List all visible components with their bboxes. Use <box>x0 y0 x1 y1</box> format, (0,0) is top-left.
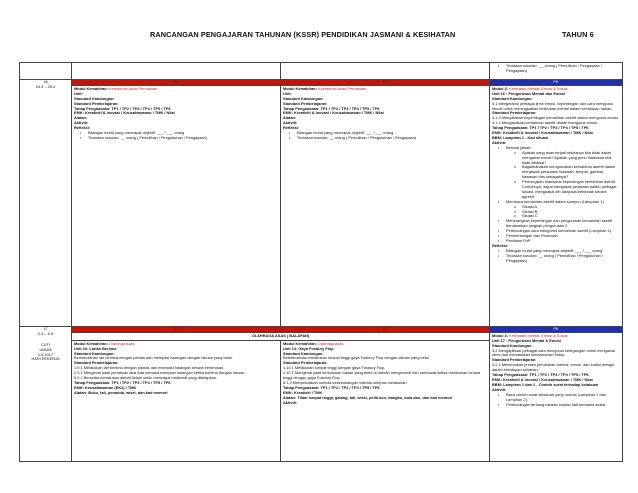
band-pj2: PJ <box>281 80 490 86</box>
plan-table <box>19 62 623 462</box>
week-16-row <box>20 85 623 326</box>
year-label: TAHUN 6 <box>562 30 594 39</box>
w16-pj2: Modul Kemahiran: Kemahiran Asas Permainan Unit: Standard Kandungan: Standard Pembelajaran: Tahap Penguasaan: TP1 / TP2 / TP3 / TP4 / TP5 / TP6 EMK: Kreativiti & Inovasi / Keusahawanan / TMK / Nilai Alatan: Aktiviti: Refleksi: • Bilangan murid yang mencapai objektif: ___ / ___ orang • Tindakan susulan: __ orang ( Pemulihan / Pengukuhan / Pengayaan) <box>281 85 490 326</box>
w16-pk: Modul 3: Kesihatan Mental, Emosi & Sosial Unit 16 : Pengurusan Mental dan Emosi Standard Kandungan: 3.1 Mengetahui pelbagai jenis emosi, kepentingan dan cara mengurus emosi untuk meningkatkan kesihatan mental dalam kehidupan harian. Standard Pembelajaran: 3.1.3 Menyatakan kepentingan kemahiran asertif dalam mengurus emosi. 3.1.4 Mengaplikasi kemahiran asertif dalam mengurus emosi. Tahap Penguasaan: TP1 / TP2 / TP3 / TP4 / TP5 / TP6 EMK: Kreativiti & Inovasi / Keusahawanan / TMK / Nilai BBM: Lampiran 1 - Kad situasi Aktiviti: • Bersoal jawab: o Apakah yang akan terjadi sekiranya kita tidak dapat mengawal emosi? Apakah yang perlu dilakukan bila tidak dikawal? o Bagaimanakah menguruskan kemahiran asertif dalam menjawab persoalan masalah, tempat, gambar, kawasan dan sebagainya? o Perkongsian maklumat kepentingan kemahiran asertif. Contohnya, dapat mengawal perasaan dalam pelbagai situasi, menguasai diri daripada bertindak secara agresif. • Membaca kemahiran asertif dalam sumpun (Lampiran 1). o Situasi A o Situasi B o Situasi C • Menerangkan kepentingan dan pengurusan kemahiran asertif berdasarkan langkah pengurusan 2. • Perbincangan cara mengurus kemahiran asertif (Lampiran 2). • Pembentangan dan Rumusan. • Penilaian PdP. Refleksi: • Bilangan murid yang mencapai objektif: ___ / ___ orang • Tindakan susulan: __ orang ( Pemulihan / Pengukuhan / Pengayaan) <box>490 85 623 326</box>
w17-pj2: Modul Kemahiran: Olahraga Asas Unit 24: Gaya Fosbury Flop Standard Kandungan: Berkebolehan melakukan lompat tinggi gaya Fosbury Flop dengan lakuan yang betul. Standard Pembelajaran: 1.10.1 Melakukan lompat tinggi dengan gaya Fosbury Flop. 2.10.1 Mengenal pasti kedudukan badan yang betul di daerah mengemudi dan mendarat ketika melakukan lompat tinggi dengan gaya Fosbury Flop. 5.1.3 Menyesuaikan semula keseimbangan individu selepas melakukan. Tahap Penguasaan: TP1 / TP2 / TP3 / TP4 / TP5 / TP6 EMK: Kreativiti / TMK Alatan: Tilam lompat tinggi, galang, tali, wisel, pelik kon, bangku, bola dan, dan kad memori Aktiviti: <box>281 340 490 461</box>
week-17-cell: 17 2.5 – 5.5 CUTI UMUM 1.5.2017 HARI PEKERJA <box>20 326 72 461</box>
carry-bullet: • Tindakan susulan: ___orang ( Pemulihan / Pengayaan / Pengayaan) <box>492 64 620 74</box>
olahraga-row <box>20 332 623 340</box>
band-pk-17: PK <box>490 326 623 332</box>
page-title: RANCANGAN PENGAJARAN TAHUNAN (KSSR) PENDIDIKAN JASMANI & KESIHATAN <box>150 30 456 39</box>
band-pj: PJ <box>72 80 281 86</box>
band-pk: PK <box>490 80 623 86</box>
carry-row <box>20 63 623 80</box>
week-16-cell: 16 24.4 – 28.4 <box>20 80 72 327</box>
w17-pj1: Modul Kemahiran: Olahraga Asas Unit 23: Larian Berlima Standard Kandungan: Berkebolehan lari berlima dengan pantas dan melepasi halangan dengan lakuan yang betul. Standard Pembelajaran: 1.9.1 Melakukan lari berlima dengan pantas dan melepasi halangan secara berterusan. 2.9.1 Mengenal pasti perlakuan aksi kaki semasa melepasi halangan ketika berlima dengan lakuan. 5.2.2 Bersedia melakukan aktiviti fizikal untuk mencapai matlamat yang ditetapkan. Tahap Penguasaan: TP1 / TP2 / TP3 / TP4 / TP5 / TP6 EMK: Keusahawanan (EK2) / TMK Alatan: Buku, tali, penanda, wisel, dan kad memori <box>72 340 281 461</box>
olahraga-heading: OLAHRAGA ASAS ( BALAPAN) <box>72 332 490 340</box>
w16-pj1: Modul Kemahiran: Kemahiran Asas Permainan Unit: Standard Kandungan: Standard Pembelajaran: Tahap Penguasaan: TP1 / TP2 / TP3 / TP4 / TP5 / TP6 EMK: Kreativiti & Inovasi / Keusahawanan / TMK / Nilai Alatan: Aktiviti: Refleksi: • Bilangan murid yang mencapai objektif: ___ / ___ orang • Tindakan susulan: __ orang ( Pemulihan / Pengukuhan / Pengayaan) <box>72 85 281 326</box>
w17-pk: Modul 3: Kesihatan Mental, Emosi & Sosial Unit 17 : Pengurusan Mental & Emosi Standard Kandungan: 3.2 Mengaplikasi pelbagai cara mengurus ketegangan untuk mengawal stres dan memastikan keharmonian hidup. Standard Pembelajaran: 3.2.1 Menentukan proses perubahan mental, emosi, dan sosial remaja dalam kehidupan seharian. Tahap Penguasaan: TP1 / TP2 / TP3 / TP4 / TP5 / TP6 EMK: Kreativiti & Inovasi / Keusahawanan / TMK / Nilai BBM: Lampiran 1 dan 2 - Contoh surat terhadap kelakuan Aktiviti: • Baca contoh surat kelakuan yang normal (Lampiran 1 dan Lampiran 2). • Perbincangan tentang catatan kuatan hati bersama sosial. <box>490 332 623 461</box>
band-pj-17: PJ <box>72 326 281 332</box>
band-pj2-17: PJ <box>281 326 490 332</box>
page-header <box>150 30 594 39</box>
